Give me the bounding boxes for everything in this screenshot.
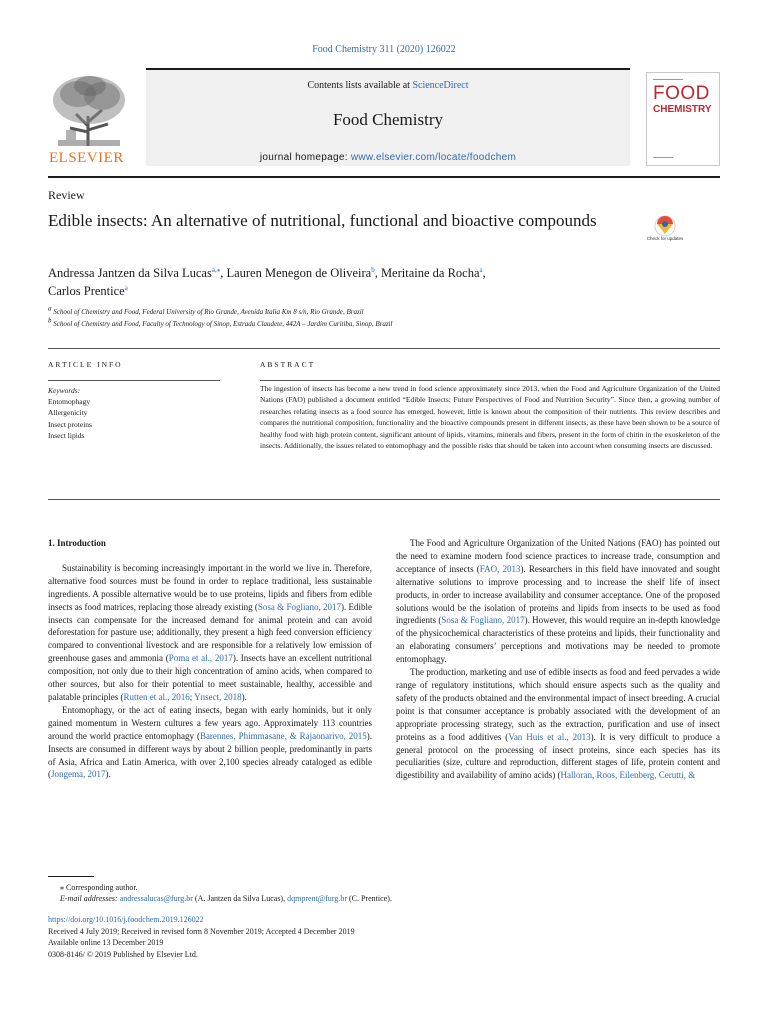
citation-link[interactable]: Halloran, Roos, Eilenberg, Cerutti, & [560, 770, 696, 781]
author-name: Lauren Menegon de Oliveira [226, 266, 372, 280]
keywords-label: Keywords: [48, 386, 81, 395]
affiliation-text: School of Chemistry and Food, Faculty of Technology of Sinop, Estrada Claudete, 442A – Jardim Curitiba, Sinop, Brazil [51, 320, 393, 328]
article-info-rule [48, 380, 220, 381]
email-label: E-mail addresses: [60, 894, 118, 903]
journal-name: Food Chemistry [332, 110, 444, 129]
contents-prefix: Contents lists available at [307, 80, 413, 91]
journal-reference[interactable]: Food Chemistry 311 (2020) 126022 [312, 44, 456, 55]
masthead-rule [48, 176, 720, 178]
body-text: ). Insects have an excellent nutritional composition, not only due to their high concentration of amino acids, when compared to other sources, but also for their potential to meet sustainable, healthy, accessible and palatable principles ( [48, 653, 372, 702]
received-dates: Received 4 July 2019; Received in revised form 8 November 2019; Accepted 4 December 2019 [48, 926, 355, 936]
abstract-text: The ingestion of insects has become a new trend in food science approximately since 2013, when the Food and Agriculture Organization of the United Nations (FAO) published a document entitled “Edible Insects: Future Perspectives of Food and Nutrition Security”. Since then, a growing number of researches relating insects as a food source has emerged, however, little is known about the composition of their nutrients. This review describes and compares the nutritional composition, functionality and the bioactive compounds present in different insects, as these have been shown to be a source of healthy food with high protein content, significant amount of lipids, vitamins, minerals and fibers, present in the form of chitin in the exoskeleton of the insects. Additionally, the issues related to entomophagy and the possible risks that should be taken into account when consuming insects are discussed. [260, 384, 720, 451]
author-name: Meritaine da Rocha [380, 266, 480, 280]
body-text: ). [241, 691, 247, 702]
affiliation-text: School of Chemistry and Food, Federal University of Rio Grande, Avenida Italia Km 8 s/n, Rio Grande, Brazil [51, 308, 364, 316]
body-text: Sustainability is becoming increasingly important in the world we live in. Therefore, alternative food sources must be found in order to replace traditional, less sustainable ingredients. A possible alternative would be to use proteins, lipids and fibers from edible insects as food matrices, replacing those already existing ( [48, 562, 372, 612]
check-for-updates-label: Check for updates [646, 236, 684, 241]
author-name: Carlos Prentice [48, 284, 125, 298]
homepage-link[interactable]: www.elsevier.com/locate/foodchem [350, 152, 517, 163]
masthead-center-panel [146, 68, 630, 166]
article-title: Edible insects: An alternative of nutritional, functional and bioactive compounds [48, 211, 597, 230]
keywords-list [48, 396, 220, 441]
body-text: The Food and Agriculture Organization of the United Nations (FAO) has pointed out the need to examine modern food science practices to increase trade, consumption and acceptance of insects ( [396, 538, 720, 574]
citation-link[interactable]: Jongema, 2017 [51, 769, 106, 780]
email-link-prentice[interactable]: dqmprent@furg.br [287, 894, 347, 903]
cover-rule [653, 79, 683, 80]
doi-block [48, 914, 720, 960]
author-separator: , [482, 266, 486, 280]
keywords-block [48, 385, 220, 441]
author-separator: , [374, 266, 381, 280]
author-affiliation-mark[interactable]: a [479, 265, 483, 274]
body-text: The production, marketing and use of edible insects as food and feed pervades a wide range of regulatory institutions, which should ensure aspects such as the quality and safety of the products obtained and the environmental impact of insect breeding. A crucial point is that consumer acceptance is probably associated with the development of an appropriate processing strategy, such as the extraction, purification and use of insect proteins as a food additives ( [396, 667, 720, 742]
email-line [48, 893, 720, 904]
body-text: ). Researchers in this field have innovated and sought alternative solutions to improve processing and to increase the shelf life of insect products, in order to increase availability and consumer acceptance. One of the proposed solutions would be the isolation of proteins and lipids from insects to be used as food ingredients ( [396, 563, 720, 626]
body-paragraph [48, 704, 372, 781]
affiliation-item [48, 306, 720, 318]
affiliation-item [48, 318, 720, 330]
author-name: Andressa Jantzen da Silva Lucas [48, 266, 212, 280]
corresponding-author-note: ⁎ Corresponding author. [60, 883, 138, 892]
abstract-heading: ABSTRACT [260, 360, 316, 369]
article-info-heading: ARTICLE INFO [48, 360, 123, 369]
keyword-item: Entomophagy [48, 397, 91, 407]
citation-link[interactable]: Sosa & Fogliano, 2017 [257, 601, 341, 612]
doi-link[interactable]: https://doi.org/10.1016/j.foodchem.2019.126022 [48, 915, 204, 924]
cover-title-food: FOOD [653, 83, 710, 104]
homepage-line [146, 152, 630, 163]
citation-link[interactable]: Barennes, Phimmasane, & Rajaonarivo, 2015 [199, 730, 367, 741]
footnotes [48, 882, 720, 904]
citation-link[interactable]: Van Huis et al., 2013 [508, 731, 591, 742]
keyword-item: Insect proteins [48, 419, 92, 429]
citation-link[interactable]: Rutten et al., 2016 [123, 691, 190, 702]
body-paragraph [48, 562, 372, 704]
affiliations [48, 306, 720, 330]
body-text: Entomophagy, or the act of eating insects, began with early hominids, but it only gained momentum in Western cultures a few years ago. Approximately 113 countries around the world practice entomophagy ( [48, 704, 372, 741]
body-text: ). Insects are consumed in different ways by about 2 billion people, predominantly in parts of Asia, Africa and Latin America, with over 2,100 species already cataloged as edible ( [48, 730, 372, 780]
journal-cover-thumbnail[interactable] [646, 72, 720, 166]
author-separator: , [220, 266, 227, 280]
body-column-right [396, 537, 720, 782]
abstract-bottom-rule [48, 499, 720, 500]
citation-link[interactable]: FAO, 2013 [479, 563, 521, 574]
section-rule [48, 348, 720, 349]
affiliation-mark: a [48, 304, 52, 313]
body-text: ; [189, 691, 195, 702]
available-online: Available online 13 December 2019 [48, 938, 164, 947]
sciencedirect-link[interactable]: ScienceDirect [412, 80, 469, 91]
abstract-rule [260, 380, 720, 381]
body-paragraph [396, 537, 720, 666]
body-text: ). It is very difficult to produce a general protocol on the processing of insect proteins, since each species has its peculiarities (size, culture and reproduction, different stages of life, protein content and digestibility and availability of amino acids) ( [396, 731, 720, 781]
body-text: ). Edible insects can compensate for the increased demand for animal protein and can avoid deforestation for pasture use; additionally, they present a high feed conversion efficiency compared to conventional livestock and are responsible for a relatively low emission of greenhouse gases and ammonia ( [48, 601, 372, 664]
citation-link[interactable]: Sosa & Fogliano, 2017 [441, 615, 525, 626]
footnote-rule [48, 876, 94, 877]
affiliation-mark: b [48, 316, 52, 325]
introduction-heading: 1. Introduction [48, 538, 106, 548]
body-text: ). [105, 769, 111, 780]
body-text: ). However, this would require an in-depth knowledge of the physicochemical characteristics of these proteins and lipids, their functionality and an elaborating consumers’ perceptions and motivations may be needed to promote entomophagy. [396, 615, 720, 665]
body-paragraph [396, 666, 720, 782]
journal-masthead [48, 68, 720, 168]
citation-link[interactable]: Poma et al., 2017 [168, 653, 233, 664]
email-owner-lucas: (A. Jantzen da Silva Lucas), [192, 894, 288, 903]
homepage-prefix: journal homepage: [259, 152, 351, 163]
cover-rule [653, 157, 673, 158]
author-affiliation-mark[interactable]: a,⁎ [211, 265, 221, 274]
elsevier-wordmark: ELSEVIER [49, 150, 124, 166]
keyword-item: Insect lipids [48, 430, 85, 440]
citation-link[interactable]: Ynsect, 2018 [194, 691, 242, 702]
body-column-left [48, 537, 372, 781]
contents-line [146, 80, 630, 91]
cover-title-chemistry: CHEMISTRY [653, 104, 712, 115]
article-type: Review [48, 188, 85, 202]
author-affiliation-mark[interactable]: b [371, 265, 375, 274]
copyright-line: 0308-8146/ © 2019 Published by Elsevier Ltd. [48, 949, 198, 959]
check-for-updates-icon[interactable] [646, 214, 684, 252]
author-affiliation-mark[interactable]: a [124, 283, 128, 292]
email-link-lucas[interactable]: andressalucas@furg.br [119, 894, 193, 903]
author-list [48, 264, 628, 300]
keyword-item: Allergenicity [48, 408, 88, 418]
email-owner-prentice: (C. Prentice). [346, 894, 392, 903]
elsevier-tree-logo [48, 70, 130, 166]
